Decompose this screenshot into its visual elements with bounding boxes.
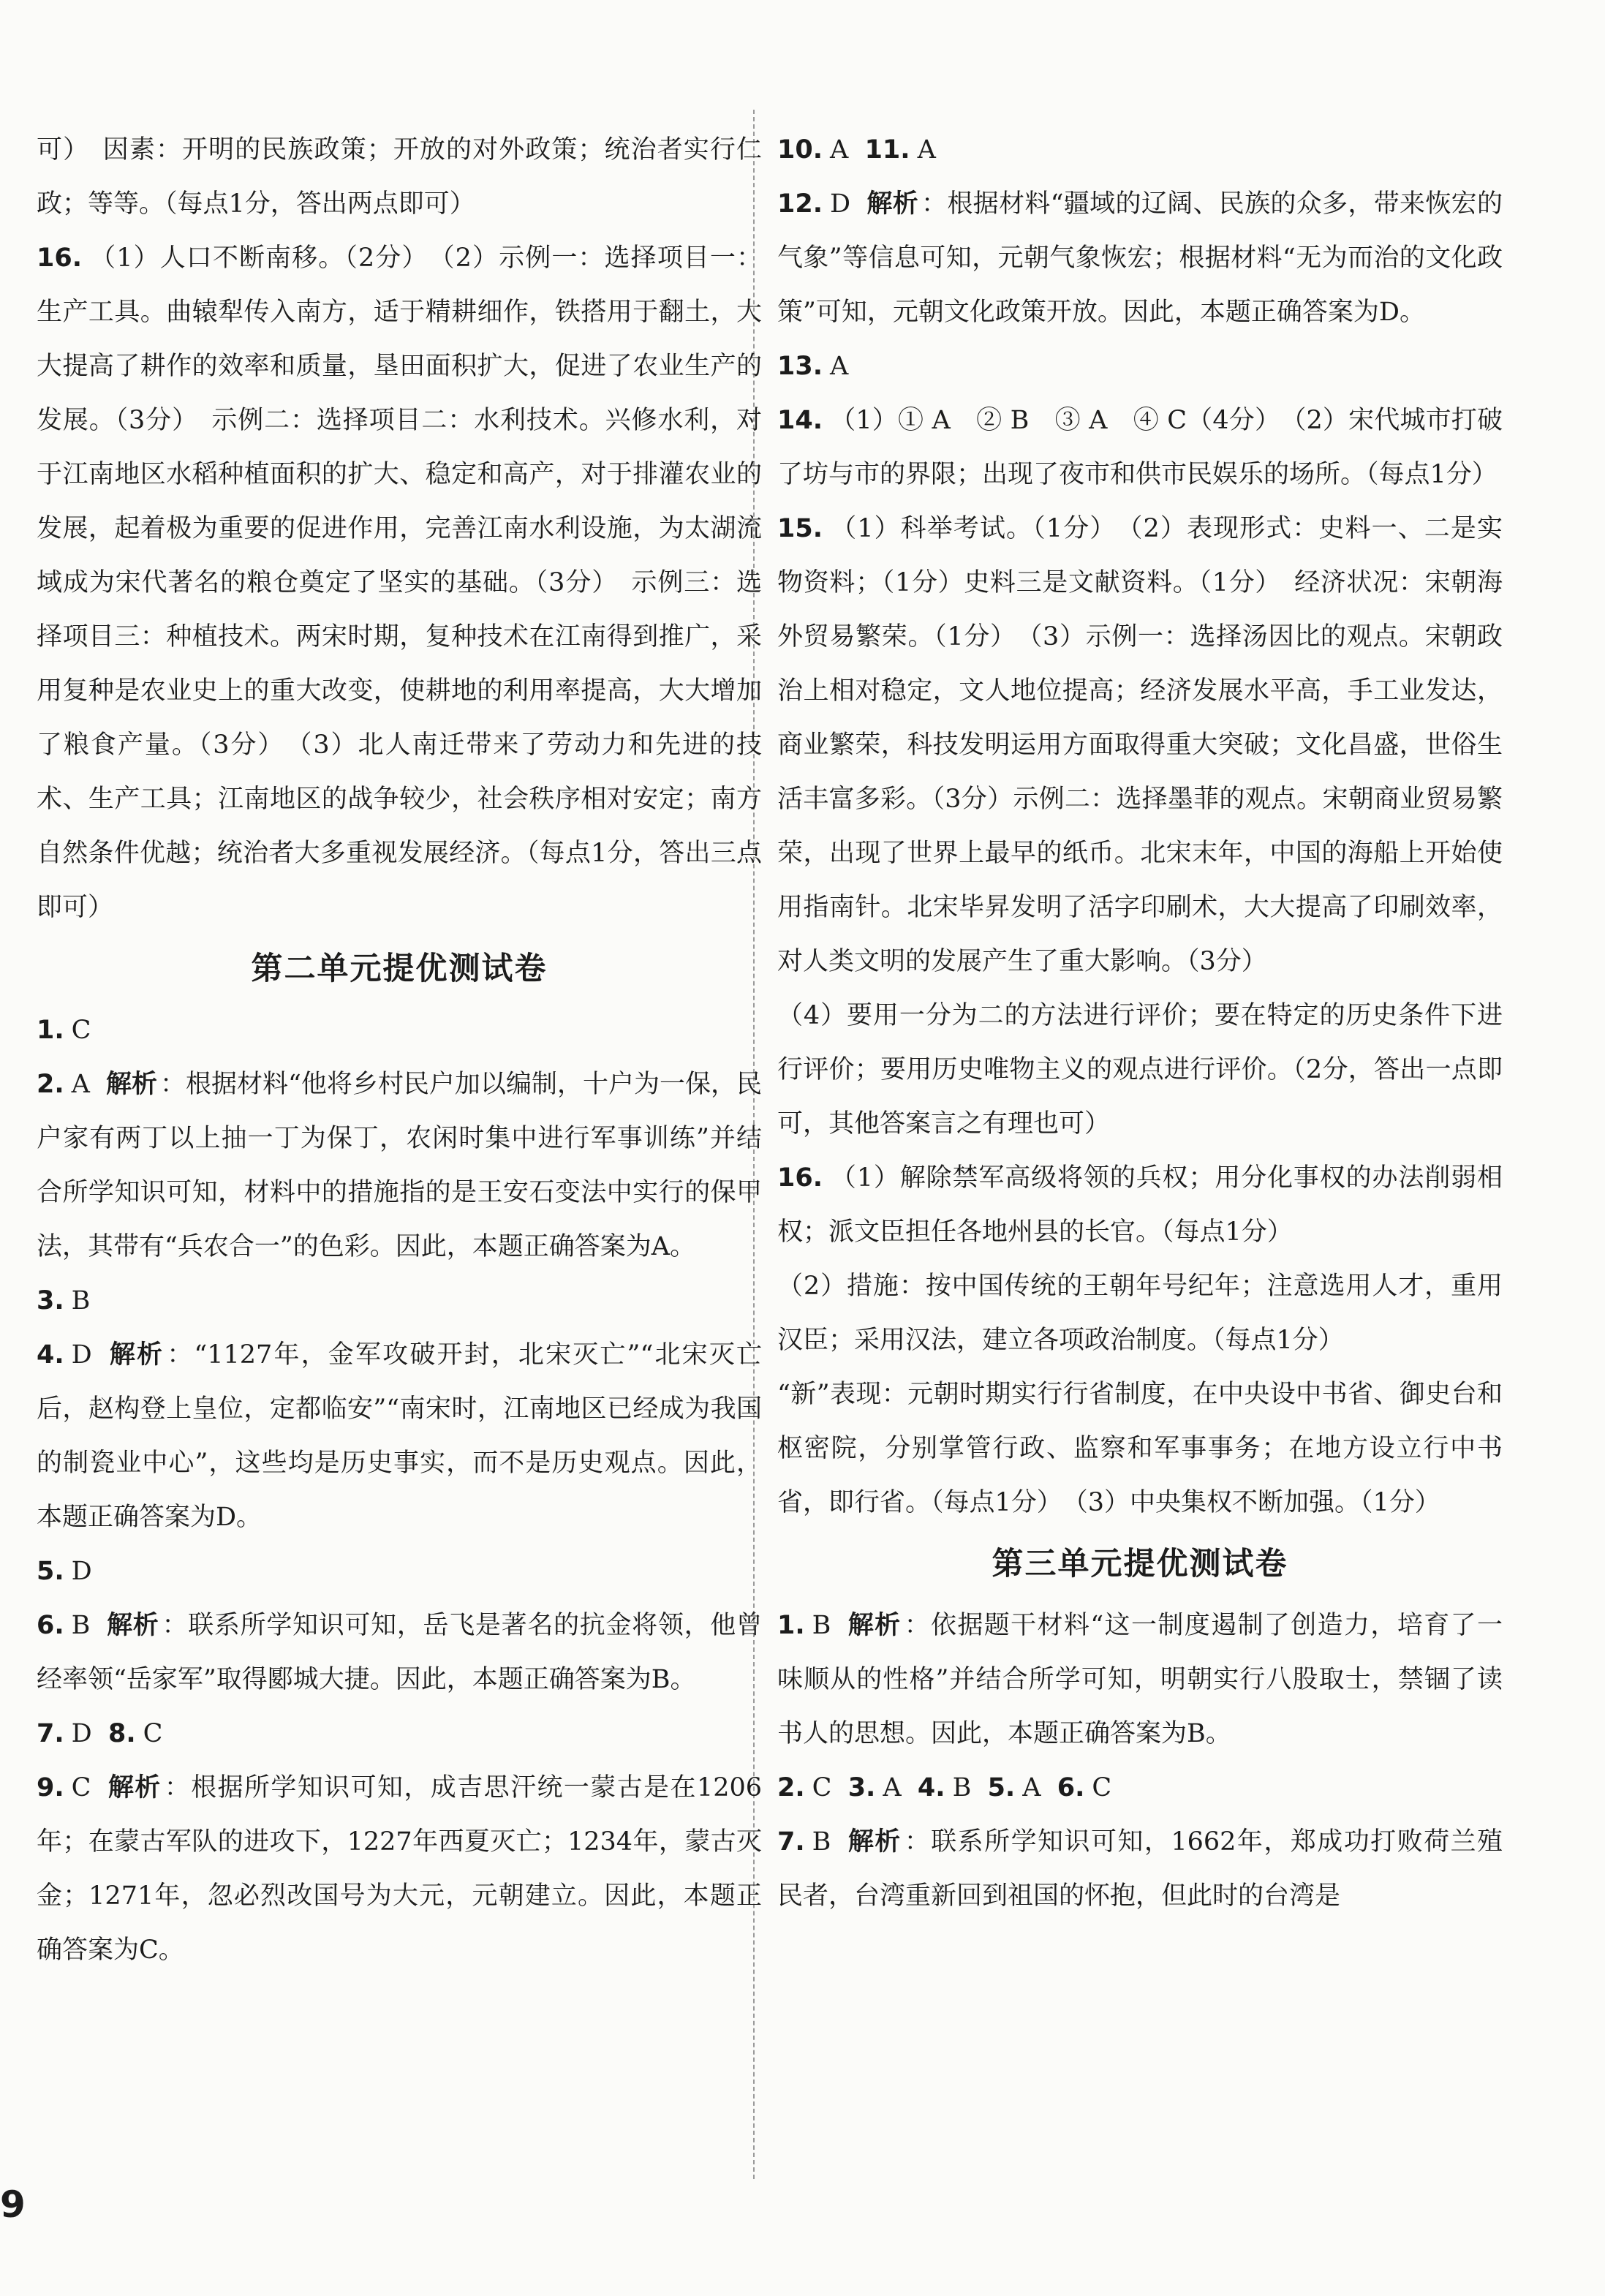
answer-choice: A bbox=[883, 1773, 902, 1802]
analysis-text: ：联系所学知识可知，1662年，郑成功打败荷兰殖民者，台湾重新回到祖国的怀抱，但此时的台湾是 bbox=[777, 1827, 1503, 1911]
answer-15-continued: 可） 因素：开明的民族政策；开放的对外政策；统治者实行仁政；等等。（每点1分，答出两点即可） bbox=[37, 135, 762, 219]
u2-answer-10-11 bbox=[777, 123, 1503, 177]
u2-answer-16-part2b: “新”表现：元朝时期实行行省制度，在中央设中书省、御史台和枢密院，分别掌管行政、监察和军事事务；在地方设立行中书省，即行省。（每点1分） （3）中央集权不断加强。（1分） bbox=[777, 1380, 1503, 1517]
question-number: 5. bbox=[37, 1557, 64, 1586]
question-number: 2. bbox=[37, 1070, 64, 1099]
u2-answer-16 bbox=[777, 1151, 1503, 1259]
answer-choice: D bbox=[71, 1340, 92, 1370]
question-number: 3. bbox=[37, 1286, 64, 1315]
answer-choice: C bbox=[71, 1773, 91, 1802]
answer-choice: D bbox=[71, 1719, 92, 1748]
u2-answer-4 bbox=[37, 1328, 762, 1544]
question-number: 13. bbox=[777, 352, 823, 381]
answer-choice: A bbox=[917, 135, 936, 165]
u2-answer-15-part4: （4）要用一分为二的方法进行评价；要在特定的历史条件下进行评价；要用历史唯物主义的观点进行评价。（2分，答出一点即可，其他答案言之有理也可） bbox=[777, 1001, 1503, 1138]
question-number: 4. bbox=[917, 1773, 945, 1802]
question-number: 10. bbox=[777, 135, 823, 165]
u2-answer-12 bbox=[777, 177, 1503, 339]
u3-answer-1 bbox=[777, 1598, 1503, 1761]
answer-choice: D bbox=[830, 189, 851, 219]
question-number: 15. bbox=[777, 514, 823, 543]
question-number: 14. bbox=[777, 406, 823, 435]
answer-text: （1）解除禁军高级将领的兵权；用分化事权的办法削弱相权；派文臣担任各地州县的长官。（每点1分） bbox=[777, 1163, 1503, 1247]
u2-answer-13 bbox=[777, 339, 1503, 393]
analysis-text: ：依据题干材料“这一制度遏制了创造力，培育了一味顺从的性格”并结合所学可知，明朝实行八股取士，禁锢了读书人的思想。因此，本题正确答案为B。 bbox=[777, 1611, 1503, 1748]
analysis-text: ：联系所学知识可知，岳飞是著名的抗金将领，他曾经率领“岳家军”取得郾城大捷。因此，本题正确答案为B。 bbox=[37, 1611, 762, 1694]
u2-answer-16-part2: （2）措施：按中国传统的王朝年号纪年；注意选用人才，重用汉臣；采用汉法，建立各项政治制度。（每点1分） bbox=[777, 1272, 1503, 1355]
analysis-label: 解析 bbox=[866, 189, 919, 219]
analysis-label: 解析 bbox=[107, 1773, 162, 1802]
answer-choice: B bbox=[71, 1286, 91, 1315]
analysis-label: 解析 bbox=[107, 1340, 165, 1370]
unit3-heading: 第三单元提优测试卷 bbox=[992, 1546, 1288, 1582]
answer-choice: C bbox=[812, 1773, 832, 1802]
question-number: 6. bbox=[37, 1611, 64, 1640]
question-number: 7. bbox=[37, 1719, 64, 1748]
analysis-text: ：根据所学知识可知，成吉思汗统一蒙古是在1206年；在蒙古军队的进攻下，1227年西夏灭亡；1234年，蒙古灭金；1271年，忽必烈改国号为大元，元朝建立。因此，本题正确答案为C。 bbox=[37, 1773, 762, 1965]
analysis-label: 解析 bbox=[105, 1070, 157, 1099]
analysis-label: 解析 bbox=[106, 1611, 159, 1640]
answer-choice: B bbox=[952, 1773, 972, 1802]
answer-choice: A bbox=[1022, 1773, 1041, 1802]
question-number: 6. bbox=[1057, 1773, 1085, 1802]
u2-answer-7-8 bbox=[37, 1707, 762, 1761]
answer-choice: A bbox=[830, 352, 849, 381]
question-number: 3. bbox=[847, 1773, 876, 1802]
question-number: 2. bbox=[777, 1773, 805, 1802]
question-number: 16. bbox=[777, 1163, 823, 1193]
page-number: 9 bbox=[0, 2183, 26, 2226]
question-number: 9. bbox=[37, 1773, 64, 1802]
u2-answer-5 bbox=[37, 1544, 762, 1598]
question-number: 8. bbox=[107, 1719, 136, 1748]
u3-answer-7 bbox=[777, 1815, 1503, 1923]
answer-choice: A bbox=[71, 1070, 90, 1099]
question-number: 7. bbox=[777, 1827, 805, 1857]
right-column bbox=[777, 123, 1503, 1923]
u2-answer-2 bbox=[37, 1057, 762, 1274]
answer-text: （1）① A ② B ③ A ④ C（4分） （2）宋代城市打破了坊与市的界限；出现了夜市和供市民娱乐的场所。（每点1分） bbox=[777, 406, 1503, 489]
analysis-text: ：根据材料“疆域的辽阔、民族的众多，带来恢宏的气象”等信息可知，元朝气象恢宏；根据材料“无为而治的文化政策”可知，元朝文化政策开放。因此，本题正确答案为D。 bbox=[777, 189, 1503, 327]
question-number: 4. bbox=[37, 1340, 64, 1370]
answer-choice: B bbox=[71, 1611, 91, 1640]
u2-answer-3 bbox=[37, 1274, 762, 1328]
answer-text: （1）科举考试。（1分） （2）表现形式：史料一、二是实物资料；（1分）史料三是文献资料。（1分） 经济状况：宋朝海外贸易繁荣。（1分） （3）示例一：选择汤因比的观点。宋朝政治上相对稳定，文人地位提高；经济发展水平高，手工业发达，商业繁荣，科技发明运用方面取得重大突破；文化昌盛，世俗生活丰富多彩。（3分）示例二：选择墨菲的观点。宋朝商业贸易繁荣，出现了世界上最早的纸币。北宋末年，中国的海船上开始使用指南针。北宋毕昇发明了活字印刷术，大大提高了印刷效率，对人类文明的发展产生了重大影响。（3分） bbox=[777, 514, 1503, 976]
analysis-text: ：“1127年，金军攻破开封，北宋灭亡”“北宋灭亡后，赵构登上皇位，定都临安”“南宋时，江南地区已经成为我国的制瓷业中心”，这些均是历史事实，而不是历史观点。因此，本题正确答案为D。 bbox=[37, 1340, 762, 1532]
analysis-text: ：根据材料“他将乡村民户加以编制，十户为一保，民户家有两丁以上抽一丁为保丁，农闲时集中进行军事训练”并结合所学知识可知，材料中的措施指的是王安石变法中实行的保甲法，其带有“兵农合一”的色彩。因此，本题正确答案为A。 bbox=[37, 1070, 762, 1261]
u2-answer-15 bbox=[777, 502, 1503, 989]
analysis-label: 解析 bbox=[847, 1827, 902, 1857]
analysis-label: 解析 bbox=[847, 1611, 902, 1640]
u2-answer-6 bbox=[37, 1598, 762, 1707]
question-number: 12. bbox=[777, 189, 823, 219]
question-number: 1. bbox=[37, 1016, 64, 1045]
left-column bbox=[37, 123, 762, 1977]
answer-text: （1）人口不断南移。（2分） （2）示例一：选择项目一：生产工具。曲辕犁传入南方，适于精耕细作，铁搭用于翻土，大大提高了耕作的效率和质量，垦田面积扩大，促进了农业生产的发展。（3分） 示例二：选择项目二：水利技术。兴修水利，对于江南地区水稻种植面积的扩大、稳定和高产，对于排灌农业的发展，起着极为重要的促进作用，完善江南水利设施，为太湖流域成为宋代著名的粮仓奠定了坚实的基础。（3分） 示例三：选择项目三：种植技术。两宋时期，复种技术在江南得到推广，采用复种是农业史上的重大改变，使耕地的利用率提高，大大增加了粮食产量。（3分） （3）北人南迁带来了劳动力和先进的技术、生产工具；江南地区的战争较少，社会秩序相对安定；南方自然条件优越；统治者大多重视发展经济。（每点1分，答出三点即可） bbox=[37, 243, 762, 922]
u2-answer-1 bbox=[37, 1003, 762, 1057]
u2-answer-9 bbox=[37, 1761, 762, 1977]
answer-choice: C bbox=[71, 1016, 91, 1045]
answer-choice: D bbox=[71, 1557, 92, 1586]
answer-choice: A bbox=[830, 135, 849, 165]
question-number: 5. bbox=[987, 1773, 1016, 1802]
question-number: 1. bbox=[777, 1611, 805, 1640]
question-number: 16. bbox=[37, 243, 83, 273]
unit2-heading: 第二单元提优测试卷 bbox=[251, 951, 548, 987]
answer-choice: B bbox=[812, 1827, 831, 1857]
u3-answer-2-6 bbox=[777, 1761, 1503, 1815]
question-number: 11. bbox=[864, 135, 910, 165]
answer-16 bbox=[37, 231, 762, 934]
u2-answer-14 bbox=[777, 393, 1503, 502]
answer-choice: C bbox=[1092, 1773, 1112, 1802]
answer-choice: B bbox=[812, 1611, 831, 1640]
answer-choice: C bbox=[143, 1719, 163, 1748]
